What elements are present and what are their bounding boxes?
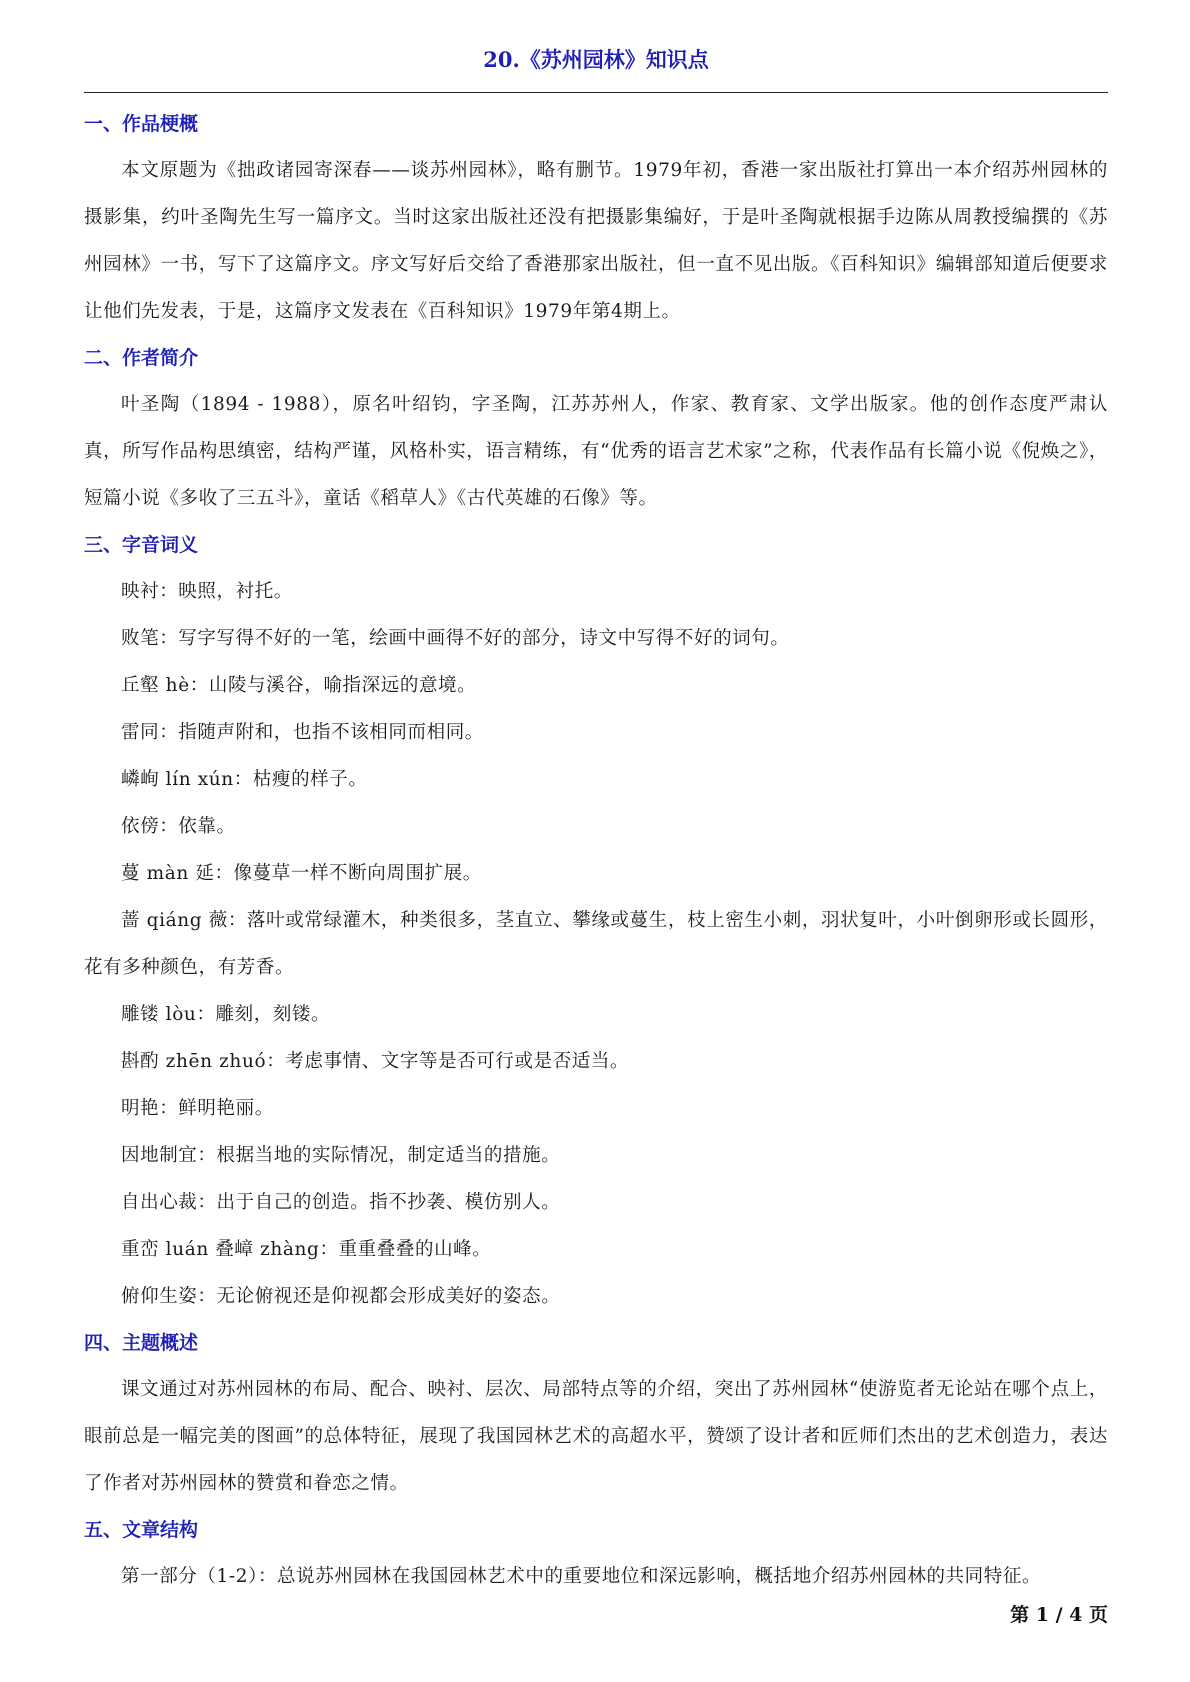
section-heading: 三、字音词义 xyxy=(84,534,199,556)
section-theme xyxy=(84,1320,1108,1507)
section-structure xyxy=(84,1507,1108,1600)
paragraph: 本文原题为《拙政诸园寄深春——谈苏州园林》，略有删节。1979年初，香港一家出版社打算出一本介绍苏州园林的摄影集，约叶圣陶先生写一篇序文。当时这家出版社还没有把摄影集编好，于是叶圣陶就根据手边陈从周教授编撰的《苏州园林》一书，写下了这篇序文。序文写好后交给了香港那家出版社，但一直不见出版。《百科知识》编辑部知道后便要求让他们先发表，于是，这篇序文发表在《百科知识》1979年第4期上。 xyxy=(84,160,1108,322)
vocab-item: 依傍：依靠。 xyxy=(121,816,236,837)
vocab-item: 蔓 màn 延：像蔓草一样不断向周围扩展。 xyxy=(121,863,482,884)
section-vocabulary xyxy=(84,522,1108,1320)
vocab-item: 嶙峋 lín xún：枯瘦的样子。 xyxy=(121,769,368,790)
vocab-item: 明艳：鲜明艳丽。 xyxy=(121,1098,274,1119)
vocab-item: 丘壑 hè：山陵与溪谷，喻指深远的意境。 xyxy=(121,675,477,696)
section-heading: 五、文章结构 xyxy=(84,1519,199,1541)
document-page xyxy=(84,40,1108,1600)
section-author xyxy=(84,335,1108,522)
paragraph: 叶圣陶（1894 - 1988），原名叶绍钧，字圣陶，江苏苏州人，作家、教育家、文学出版家。他的创作态度严肃认真，所写作品构思缜密，结构严谨，风格朴实，语言精练，有“优秀的语言艺术家”之称，代表作品有长篇小说《倪焕之》，短篇小说《多收了三五斗》，童话《稻草人》《古代英雄的石像》等。 xyxy=(84,394,1108,509)
vocab-item: 雷同：指随声附和，也指不该相同而相同。 xyxy=(121,722,484,743)
document-title: 20.《苏州园林》知识点 xyxy=(483,47,709,72)
vocab-item: 自出心裁：出于自己的创造。指不抄袭、模仿别人。 xyxy=(121,1192,561,1213)
vocab-item: 因地制宜：根据当地的实际情况，制定适当的措施。 xyxy=(121,1145,561,1166)
vocab-item: 雕镂 lòu：雕刻，刻镂。 xyxy=(121,1004,331,1025)
page-number: 第 1 / 4 页 xyxy=(1010,1604,1108,1626)
paragraph: 第一部分（1-2）：总说苏州园林在我国园林艺术中的重要地位和深远影响，概括地介绍苏州园林的共同特征。 xyxy=(121,1566,1042,1587)
vocab-item: 映衬：映照，衬托。 xyxy=(121,581,293,602)
section-heading: 一、作品梗概 xyxy=(84,113,199,135)
section-synopsis xyxy=(84,101,1108,335)
vocab-item: 败笔：写字写得不好的一笔，绘画中画得不好的部分，诗文中写得不好的词句。 xyxy=(121,628,790,649)
vocab-item: 重峦 luán 叠嶂 zhàng：重重叠叠的山峰。 xyxy=(121,1239,492,1260)
title-divider xyxy=(84,92,1108,93)
vocab-item: 斟酌 zhēn zhuó：考虑事情、文字等是否可行或是否适当。 xyxy=(121,1051,630,1072)
vocab-item: 蔷 qiáng 薇：落叶或常绿灌木，种类很多，茎直立、攀缘或蔓生，枝上密生小刺，羽状复叶，小叶倒卵形或长圆形，花有多种颜色，有芳香。 xyxy=(84,910,1108,978)
section-heading: 二、作者简介 xyxy=(84,347,199,369)
paragraph: 课文通过对苏州园林的布局、配合、映衬、层次、局部特点等的介绍，突出了苏州园林“使游览者无论站在哪个点上，眼前总是一幅完美的图画”的总体特征，展现了我国园林艺术的高超水平，赞颂了设计者和匠师们杰出的艺术创造力，表达了作者对苏州园林的赞赏和眷恋之情。 xyxy=(84,1379,1108,1494)
section-heading: 四、主题概述 xyxy=(84,1332,199,1354)
vocab-item: 俯仰生姿：无论俯视还是仰视都会形成美好的姿态。 xyxy=(121,1286,561,1307)
